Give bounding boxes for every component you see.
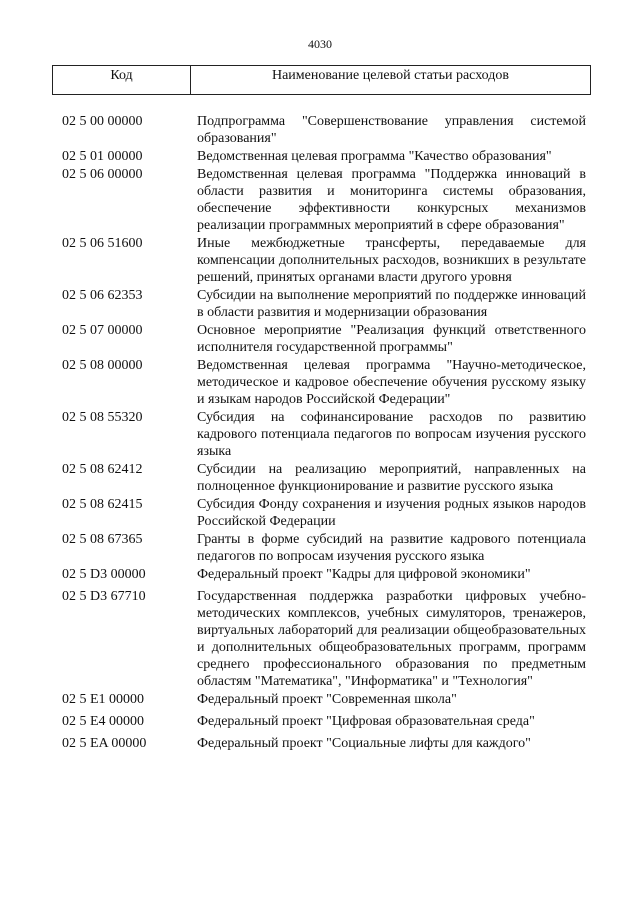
column-header-code: Код xyxy=(53,66,191,94)
table-row xyxy=(62,287,592,321)
page-number: 4030 xyxy=(308,37,332,51)
row-code: 02 5 E4 00000 xyxy=(62,714,145,729)
table-row xyxy=(62,148,592,165)
row-name: Гранты в форме субсидий на развитие кадрового потенциала педагогов по вопросам изучения русского языка xyxy=(197,532,586,564)
table-row xyxy=(62,691,592,708)
table-header xyxy=(52,65,591,95)
row-code: 02 5 00 00000 xyxy=(62,114,143,129)
row-name: Субсидия на софинансирование расходов по развитию кадрового потенциала педагогов по вопросам изучения русского языка xyxy=(197,410,586,459)
row-code: 02 5 01 00000 xyxy=(62,149,143,164)
row-code: 02 5 06 62353 xyxy=(62,288,143,303)
row-name: Субсидии на реализацию мероприятий, направленных на полноценное функционирование и развитие русского языка xyxy=(197,462,586,494)
row-name: Основное мероприятие "Реализация функций ответственного исполнителя государственной программы" xyxy=(197,323,586,355)
table-row xyxy=(62,496,592,530)
row-name: Ведомственная целевая программа "Научно-методическое, методическое и кадровое обеспечение обучения русскому языку и языкам народов Российской Федерации" xyxy=(197,358,586,407)
row-code: 02 5 08 55320 xyxy=(62,410,143,425)
table-row xyxy=(62,461,592,495)
table-row xyxy=(62,566,592,583)
row-code: 02 5 D3 00000 xyxy=(62,567,146,582)
table-row xyxy=(62,588,592,690)
row-name: Субсидии на выполнение мероприятий по поддержке инноваций в области развития и модернизации образования xyxy=(197,288,586,320)
row-code: 02 5 08 62412 xyxy=(62,462,143,477)
table-row xyxy=(62,166,592,234)
row-name: Государственная поддержка разработки цифровых учебно-методических комплексов, учебных симуляторов, тренажеров, виртуальных лабораторий для реализации общеобразовательных и дополнительных общеобразовательных программ, программ среднего профессионального образования по предметным областям "Математика", "Информатика" и "Технология" xyxy=(197,589,586,689)
row-code: 02 5 06 51600 xyxy=(62,236,143,251)
table-row xyxy=(62,322,592,356)
table-row xyxy=(62,713,592,730)
row-code: 02 5 E1 00000 xyxy=(62,692,145,707)
row-name: Федеральный проект "Современная школа" xyxy=(197,692,457,707)
row-code: 02 5 08 62415 xyxy=(62,497,143,512)
table-row xyxy=(62,409,592,460)
row-name: Федеральный проект "Социальные лифты для каждого" xyxy=(197,736,531,751)
row-name: Федеральный проект "Цифровая образовательная среда" xyxy=(197,714,535,729)
row-code: 02 5 EA 00000 xyxy=(62,736,147,751)
table-row xyxy=(62,531,592,565)
row-name: Подпрограмма "Совершенствование управления системой образования" xyxy=(197,114,586,146)
row-name: Ведомственная целевая программа "Поддержка инноваций в области развития и мониторинга системы образования, обеспечение эффективности конкурсных механизмов реализации программных мероприятий в сфере образования" xyxy=(197,167,586,233)
row-name: Иные межбюджетные трансферты, передаваемые для компенсации дополнительных расходов, возникших в результате решений, принятых органами власти другого уровня xyxy=(197,236,586,285)
row-name: Ведомственная целевая программа "Качество образования" xyxy=(197,149,552,164)
row-code: 02 5 08 67365 xyxy=(62,532,143,547)
table-row xyxy=(62,113,592,147)
row-name: Субсидия Фонду сохранения и изучения родных языков народов Российской Федерации xyxy=(197,497,586,529)
table-row xyxy=(62,235,592,286)
table-row xyxy=(62,357,592,408)
row-code: 02 5 D3 67710 xyxy=(62,589,146,604)
table-row xyxy=(62,735,592,752)
column-header-name: Наименование целевой статьи расходов xyxy=(271,68,510,83)
row-code: 02 5 08 00000 xyxy=(62,358,143,373)
row-name: Федеральный проект "Кадры для цифровой экономики" xyxy=(197,567,531,582)
row-code: 02 5 07 00000 xyxy=(62,323,143,338)
table-body xyxy=(62,113,592,753)
row-code: 02 5 06 00000 xyxy=(62,167,143,182)
